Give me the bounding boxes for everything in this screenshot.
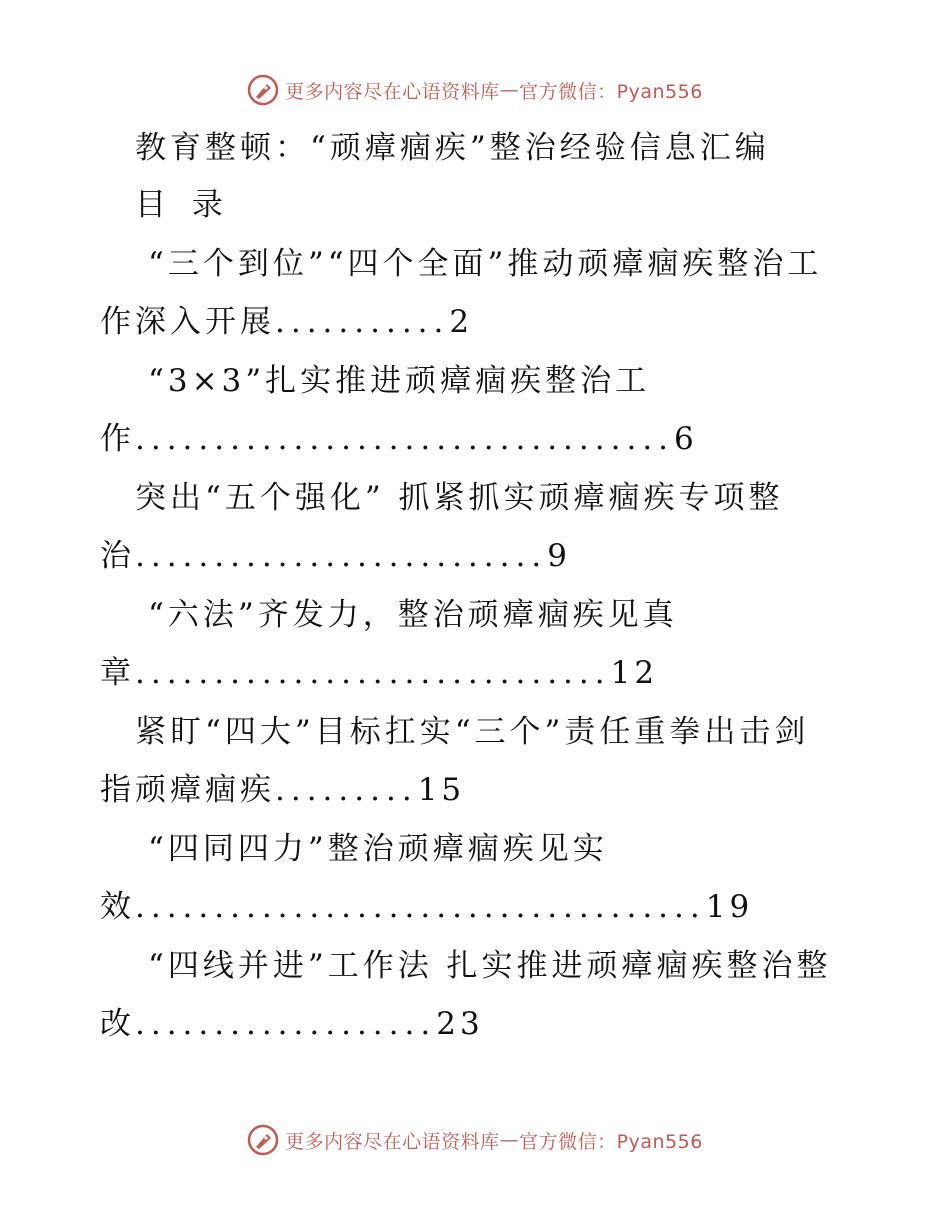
toc-entry-3-line1: 突出“五个强化” 抓紧抓实顽瘴痼疾专项整 bbox=[135, 480, 784, 516]
toc-entry-4-line2 bbox=[100, 653, 658, 693]
toc-entry-4-text: 章 bbox=[100, 655, 135, 691]
toc-entry-2-line2 bbox=[100, 419, 698, 459]
toc-entry-1-leader: ........... bbox=[275, 304, 450, 340]
toc-entry-6-line2 bbox=[100, 887, 753, 927]
toc-heading: 目 录 bbox=[135, 187, 231, 223]
watermark-header bbox=[0, 74, 950, 106]
toc-entry-2-page: 6 bbox=[674, 421, 698, 457]
document-title: 教育整顿：“顽瘴痼疾”整治经验信息汇编 bbox=[135, 130, 770, 166]
toc-entry-5-leader: ......... bbox=[275, 772, 418, 808]
toc-entry-5-line2 bbox=[100, 770, 465, 810]
toc-entry-3-page: 9 bbox=[547, 538, 571, 574]
toc-entry-3-line2 bbox=[100, 536, 571, 576]
toc-entry-4-line1: “六法”齐发力，整治顽瘴痼疾见真 bbox=[148, 597, 678, 633]
watermark-wechat: 官方微信：Pyan556 bbox=[519, 80, 703, 103]
toc-entry-7-leader: ................... bbox=[135, 1006, 437, 1042]
toc-entry-7-text: 改 bbox=[100, 1006, 135, 1042]
toc-entry-6-leader: .................................... bbox=[135, 889, 706, 925]
toc-entry-2-line1: “3×3”扎实推进顽瘴痼疾整治工 bbox=[148, 363, 651, 399]
watermark-separator: — bbox=[499, 1129, 520, 1151]
toc-entry-5-page: 15 bbox=[417, 772, 466, 808]
toc-entry-7-page: 23 bbox=[436, 1006, 484, 1042]
watermark-text: 更多内容尽在心语资料库 bbox=[285, 1130, 500, 1153]
toc-entry-7-line1: “四线并进”工作法 扎实推进顽瘴痼疾整治整 bbox=[148, 948, 832, 984]
toc-entry-3-leader: .......................... bbox=[135, 538, 548, 574]
toc-entry-6-text: 效 bbox=[100, 889, 135, 925]
toc-entry-1-page: 2 bbox=[449, 304, 474, 340]
toc-entry-4-leader: .............................. bbox=[135, 655, 611, 691]
toc-entry-4-page: 12 bbox=[610, 655, 659, 691]
toc-entry-6-page: 19 bbox=[705, 889, 754, 925]
watermark-separator: — bbox=[499, 79, 520, 101]
toc-entry-7-line2 bbox=[100, 1004, 484, 1044]
toc-entry-5-line1: 紧盯“四大”目标扛实“三个”责任重拳出击剑 bbox=[135, 714, 810, 750]
watermark-text: 更多内容尽在心语资料库 bbox=[285, 80, 500, 103]
toc-entry-6-line1: “四同四力”整治顽瘴痼疾见实 bbox=[148, 831, 608, 867]
pen-nib-logo-icon bbox=[247, 1124, 279, 1156]
toc-entry-1-line1: “三个到位”“四个全面”推动顽瘴痼疾整治工 bbox=[148, 246, 823, 282]
toc-entry-5-text: 指顽瘴痼疾 bbox=[100, 772, 275, 808]
watermark-footer bbox=[0, 1124, 950, 1156]
toc-entry-3-text: 治 bbox=[100, 538, 135, 574]
toc-entry-1-line2 bbox=[100, 302, 473, 342]
toc-entry-1-text: 作深入开展 bbox=[100, 304, 275, 340]
watermark-wechat: 官方微信：Pyan556 bbox=[519, 1130, 703, 1153]
toc-entry-2-leader: .................................. bbox=[135, 421, 675, 457]
pen-nib-logo-icon bbox=[247, 74, 279, 106]
toc-entry-2-text: 作 bbox=[100, 421, 135, 457]
